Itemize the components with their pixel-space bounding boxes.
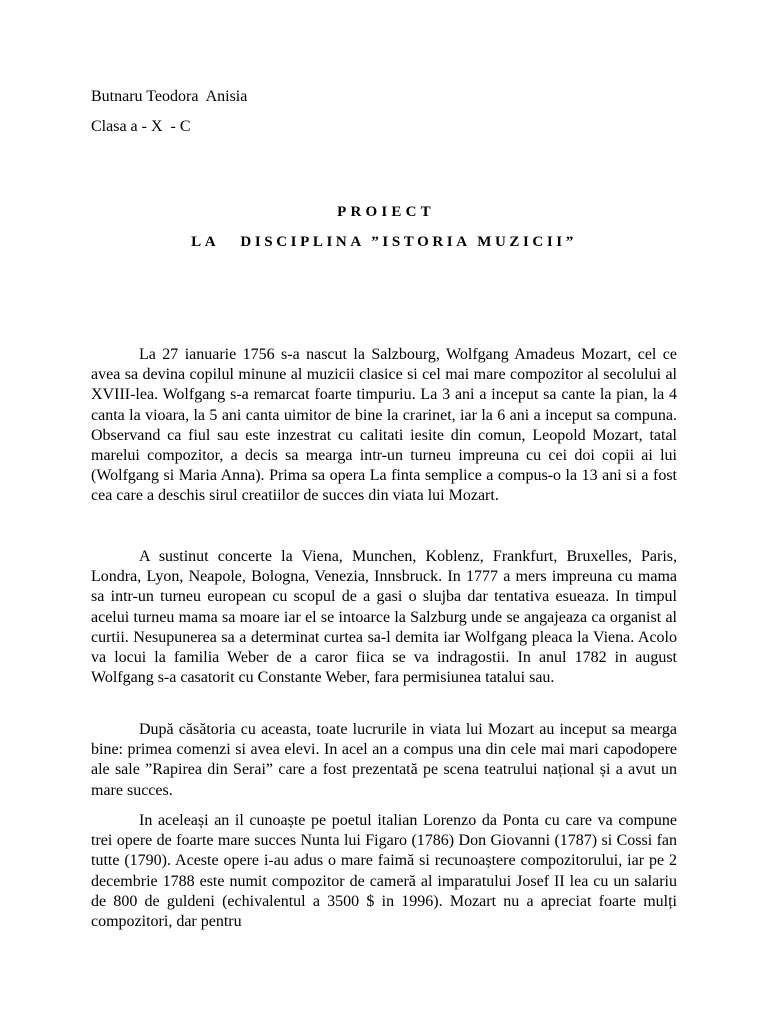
paragraph-3 [91,720,677,801]
paragraph-2 [91,547,677,688]
title-line-2: LA DISCIPLINA ”ISTORIA MUZICII” [191,234,577,250]
paragraph-text: După căsătoria cu aceasta, toate lucrurile in viata lui Mozart au inceput sa mearga bine: primea comenzi si avea elevi. In acel an a compus una din cele mai mari capodopere ale sale ”Rapirea din Serai” care a fost prezentată pe scena teatrului național și a avut un mare succes. [91,721,677,799]
title-line-1: PROIECT [337,204,435,220]
class-label: Clasa a - X - C [91,118,191,135]
paragraph-1 [91,345,677,507]
paragraph-text: A sustinut concerte la Viena, Munchen, Koblenz, Frankfurt, Bruxelles, Paris, Londra, Lyon, Neapole, Bologna, Venezia, Innsbruck. In 1777 a mers impreuna cu mama sa intr-un turneu european cu scopul de a gasi o slujba dar tentativa esueaza. In timpul acelui turneu mama sa moare iar el se intoarce la Salzburg unde se angajeaza ca organist al curtii. Nesupunerea sa a determinat curtea sa-l demita iar Wolfgang pleaca la Viena. Acolo va locui la familia Weber de a caror fiica se va indragostii. In anul 1782 in august Wolfgang s-a casatorit cu Constante Weber, fara permisiunea tatalui sau. [91,548,677,687]
paragraph-text: In aceleași an il cunoaște pe poetul italian Lorenzo da Ponta cu care va compune trei opere de foarte mare succes Nunta lui Figaro (1786) Don Giovanni (1787) si Cossi fan tutte (1790). Aceste opere i-au adus o mare faimă si recunoaștere compozitorului, iar pe 2 decembrie 1788 este numit compozitor de cameră al imparatului Josef II lea cu un salariu de 800 de guldeni (echivalentul a 3500 $ in 1996). Mozart nu a apreciat foarte mulți compozitori, dar pentru [91,812,677,931]
paragraph-text: La 27 ianuarie 1756 s-a nascut la Salzbourg, Wolfgang Amadeus Mozart, cel ce avea sa devina copilul minune al muzicii clasice si cel mai mare compozitor al secolului al XVIII-lea. Wolfgang s-a remarcat foarte timpuriu. La 3 ani a inceput sa cante la pian, la 4 canta la vioara, la 5 ani canta uimitor de bine la crarinet, iar la 6 ani a inceput sa compuna. Observand ca fiul sau este inzestrat cu calitati iesite din comun, Leopold Mozart, tatal marelui compozitor, a decis sa mearga intr-un turneu impreuna cu cei doi copii ai lui (Wolfgang si Maria Anna). Prima sa opera La finta semplice a compus-o la 13 ani si a fost cea care a deschis sirul creatiilor de succes din viata lui Mozart. [91,346,677,505]
paragraph-4 [91,811,677,932]
author-name: Butnaru Teodora Anisia [91,88,248,105]
